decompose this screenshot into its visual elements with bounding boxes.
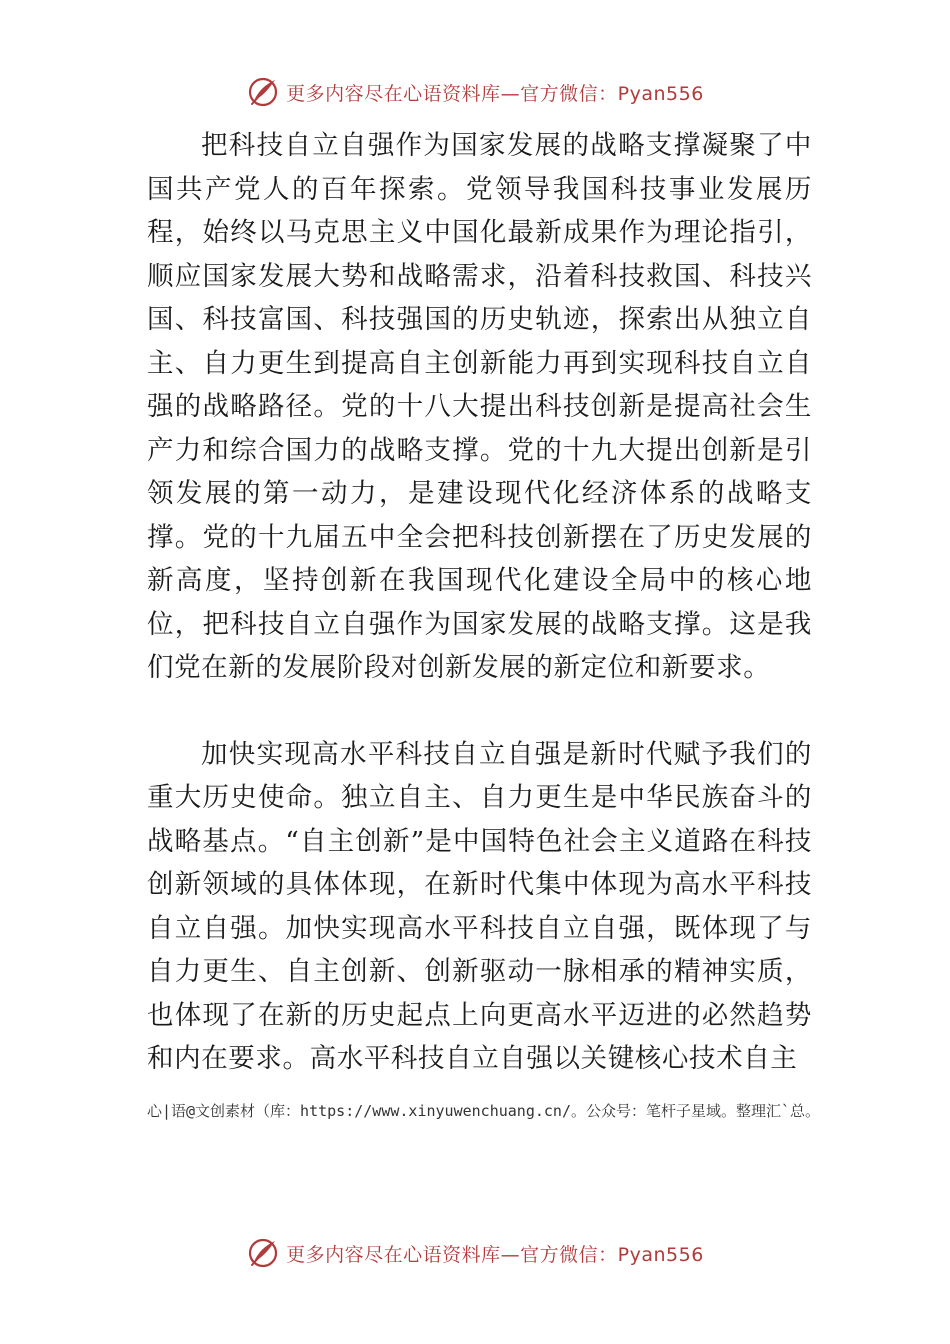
feather-pen-logo-icon	[246, 1236, 280, 1270]
footer-banner-text: 更多内容尽在心语资料库—官方微信：Pyan556	[286, 1243, 704, 1266]
header-banner-text: 更多内容尽在心语资料库—官方微信：Pyan556	[286, 82, 704, 105]
feather-pen-logo-icon	[246, 75, 280, 109]
paragraph-1: 把科技自立自强作为国家发展的战略支撑凝聚了中国共产党人的百年探索。党领导我国科技事业发展历程，始终以马克思主义中国化最新成果作为理论指引，顺应国家发展大势和战略需求，沿着科技救国、科技兴国、科技富国、科技强国的历史轨迹，探索出从独立自主、自力更生到提高自主创新能力再到实现科技自立自强的战略路径。党的十八大提出科技创新是提高社会生产力和综合国力的战略支撑。党的十九大提出创新是引领发展的第一动力，是建设现代化经济体系的战略支撑。党的十九届五中全会把科技创新摆在了历史发展的新高度，坚持创新在我国现代化建设全局中的核心地位，把科技自立自强作为国家发展的战略支撑。这是我们党在新的发展阶段对创新发展的新定位和新要求。	[147, 130, 812, 683]
paragraph-2: 加快实现高水平科技自立自强是新时代赋予我们的重大历史使命。独立自主、自力更生是中华民族奋斗的战略基点。“自主创新”是中国特色社会主义道路在科技创新领域的具体体现，在新时代集中体现为高水平科技自立自强。加快实现高水平科技自立自强，既体现了与自力更生、自主创新、创新驱动一脉相承的精神实质，也体现了在新的历史起点上向更高水平迈进的必然趋势和内在要求。高水平科技自立自强以关键核心技术自主	[147, 738, 812, 1074]
document-body	[147, 124, 812, 1081]
footer-banner	[0, 1233, 950, 1273]
source-note: 心|语@文创素材（库：https://www.xinyuwenchuang.cn/。公众号：笔杆子星域。整理汇`总。	[147, 1102, 821, 1120]
header-banner	[0, 72, 950, 112]
